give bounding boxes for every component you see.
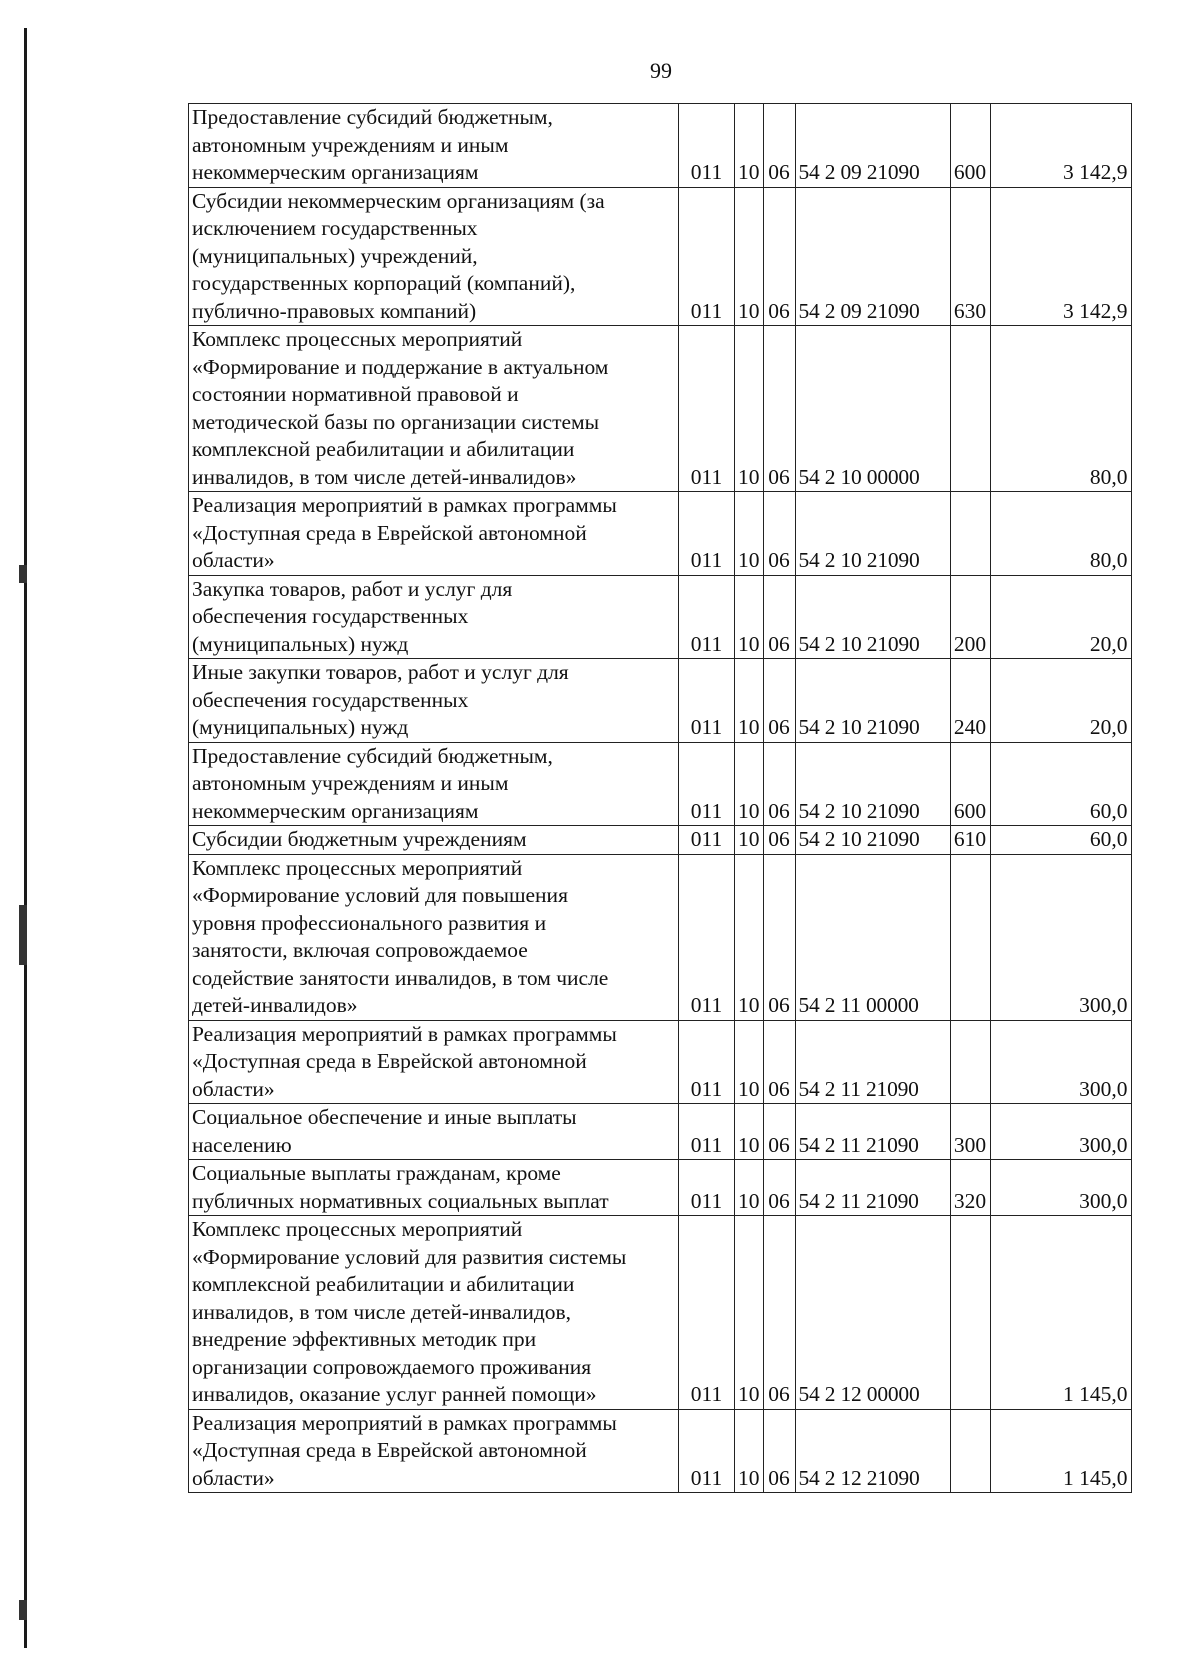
program-code: 54 2 12 00000	[795, 1216, 950, 1410]
amount-cell: 1 145,0	[990, 1216, 1131, 1410]
program-code: 54 2 09 21090	[795, 187, 950, 326]
table-row	[189, 326, 1132, 492]
ministry-code: 011	[679, 492, 735, 576]
description-line: инвалидов, оказание услуг ранней помощи»	[192, 1382, 597, 1406]
section-code: 10	[735, 326, 764, 492]
expense-type-code: 630	[950, 187, 990, 326]
ministry-code: 011	[679, 1104, 735, 1160]
subsection-code: 06	[763, 659, 795, 743]
ministry-code: 011	[679, 575, 735, 659]
description-line: Субсидии некоммерческим организациям (за	[192, 188, 605, 213]
row-description	[189, 187, 679, 326]
table-row	[189, 1409, 1132, 1493]
subsection-code: 06	[763, 187, 795, 326]
table-row	[189, 659, 1132, 743]
amount-cell: 20,0	[990, 575, 1131, 659]
description-line: инвалидов, в том числе детей-инвалидов,	[192, 1299, 572, 1324]
program-code: 54 2 10 21090	[795, 826, 950, 855]
description-line: инвалидов, в том числе детей-инвалидов»	[192, 464, 577, 489]
description-line: Реализация мероприятий в рамках программы	[192, 493, 617, 517]
table-row	[189, 492, 1132, 576]
description-line: государственных корпораций (компаний),	[192, 271, 576, 295]
scan-artifact	[19, 905, 27, 965]
ministry-code: 011	[679, 326, 735, 492]
description-line: Субсидии бюджетным учреждениям	[192, 827, 527, 851]
program-code: 54 2 10 00000	[795, 326, 950, 492]
row-description	[189, 742, 679, 826]
description-line: «Доступная среда в Еврейской автономной	[192, 1438, 587, 1462]
row-description	[189, 1409, 679, 1493]
scan-artifact	[19, 565, 27, 583]
scan-edge-line	[24, 28, 27, 1648]
description-line: состоянии нормативной правовой и	[192, 382, 519, 406]
amount-cell: 300,0	[990, 1160, 1131, 1216]
description-line: «Формирование и поддержание в актуальном	[192, 354, 609, 379]
ministry-code: 011	[679, 187, 735, 326]
expense-type-code	[950, 492, 990, 576]
section-code: 10	[735, 826, 764, 855]
description-line: автономным учреждениям и иным	[192, 132, 509, 157]
description-line: Комплекс процессных мероприятий	[192, 1217, 523, 1241]
description-line: обеспечения государственных	[192, 604, 469, 628]
ministry-code: 011	[679, 1020, 735, 1104]
description-line: публичных нормативных социальных выплат	[192, 1188, 609, 1213]
description-line: Комплекс процессных мероприятий	[192, 327, 523, 351]
description-line: уровня профессионального развития и	[192, 910, 547, 935]
table-row	[189, 826, 1132, 855]
table-row	[189, 1216, 1132, 1410]
description-line: Реализация мероприятий в рамках программы	[192, 1410, 617, 1435]
subsection-code: 06	[763, 1020, 795, 1104]
section-code: 10	[735, 104, 764, 188]
expense-type-code	[950, 1409, 990, 1493]
table-row	[189, 104, 1132, 188]
amount-cell: 60,0	[990, 742, 1131, 826]
expense-type-code: 320	[950, 1160, 990, 1216]
expense-type-code	[950, 1020, 990, 1104]
row-description	[189, 1216, 679, 1410]
program-code: 54 2 10 21090	[795, 742, 950, 826]
description-line: занятости, включая сопровождаемое	[192, 938, 528, 962]
expense-type-code: 610	[950, 826, 990, 855]
expense-type-code	[950, 1216, 990, 1410]
description-line: «Формирование условий для развития системы	[192, 1244, 627, 1269]
subsection-code: 06	[763, 1409, 795, 1493]
ministry-code: 011	[679, 659, 735, 743]
row-description	[189, 1104, 679, 1160]
description-line: «Доступная среда в Еврейской автономной	[192, 520, 587, 545]
description-line: обеспечения государственных	[192, 687, 469, 712]
program-code: 54 2 11 21090	[795, 1160, 950, 1216]
description-line: (муниципальных) нужд	[192, 715, 409, 739]
row-description	[189, 104, 679, 188]
description-line: содействие занятости инвалидов, в том числе	[192, 965, 609, 990]
description-line: некоммерческим организациям	[192, 160, 479, 184]
table-row	[189, 1020, 1132, 1104]
program-code: 54 2 10 21090	[795, 575, 950, 659]
description-line: комплексной реабилитации и абилитации	[192, 1272, 575, 1296]
ministry-code: 011	[679, 854, 735, 1020]
section-code: 10	[735, 659, 764, 743]
table-row	[189, 742, 1132, 826]
description-line: организации сопровождаемого проживания	[192, 1354, 592, 1379]
program-code: 54 2 12 21090	[795, 1409, 950, 1493]
description-line: детей-инвалидов»	[192, 993, 358, 1017]
section-code: 10	[735, 187, 764, 326]
section-code: 10	[735, 742, 764, 826]
program-code: 54 2 10 21090	[795, 492, 950, 576]
table-row	[189, 854, 1132, 1020]
amount-cell: 3 142,9	[990, 187, 1131, 326]
amount-cell: 300,0	[990, 1104, 1131, 1160]
section-code: 10	[735, 1216, 764, 1410]
description-line: «Формирование условий для повышения	[192, 883, 568, 907]
description-line: области»	[192, 548, 275, 572]
row-description	[189, 854, 679, 1020]
description-line: Социальное обеспечение и иные выплаты	[192, 1105, 577, 1129]
section-code: 10	[735, 575, 764, 659]
row-description	[189, 1020, 679, 1104]
description-line: некоммерческим организациям	[192, 798, 479, 823]
table-row	[189, 1104, 1132, 1160]
amount-cell: 60,0	[990, 826, 1131, 855]
description-line: Социальные выплаты гражданам, кроме	[192, 1161, 561, 1185]
amount-cell: 80,0	[990, 326, 1131, 492]
program-code: 54 2 11 00000	[795, 854, 950, 1020]
ministry-code: 011	[679, 742, 735, 826]
table-row	[189, 187, 1132, 326]
expense-type-code: 200	[950, 575, 990, 659]
amount-cell: 3 142,9	[990, 104, 1131, 188]
subsection-code: 06	[763, 742, 795, 826]
amount-cell: 300,0	[990, 854, 1131, 1020]
section-code: 10	[735, 1409, 764, 1493]
amount-cell: 300,0	[990, 1020, 1131, 1104]
section-code: 10	[735, 1020, 764, 1104]
description-line: области»	[192, 1076, 275, 1101]
row-description	[189, 575, 679, 659]
budget-table	[188, 103, 1132, 1493]
ministry-code: 011	[679, 104, 735, 188]
row-description	[189, 659, 679, 743]
ministry-code: 011	[679, 826, 735, 855]
row-description	[189, 826, 679, 855]
subsection-code: 06	[763, 104, 795, 188]
expense-type-code: 240	[950, 659, 990, 743]
section-code: 10	[735, 1160, 764, 1216]
expense-type-code: 600	[950, 104, 990, 188]
description-line: Иные закупки товаров, работ и услуг для	[192, 660, 569, 684]
description-line: комплексной реабилитации и абилитации	[192, 437, 575, 461]
subsection-code: 06	[763, 1160, 795, 1216]
subsection-code: 06	[763, 492, 795, 576]
row-description	[189, 492, 679, 576]
subsection-code: 06	[763, 575, 795, 659]
description-line: исключением государственных	[192, 216, 478, 240]
scan-artifact	[19, 1600, 27, 1620]
expense-type-code	[950, 326, 990, 492]
section-code: 10	[735, 492, 764, 576]
ministry-code: 011	[679, 1160, 735, 1216]
section-code: 10	[735, 854, 764, 1020]
program-code: 54 2 10 21090	[795, 659, 950, 743]
description-line: внедрение эффективных методик при	[192, 1327, 537, 1351]
description-line: Комплекс процессных мероприятий	[192, 855, 523, 880]
description-line: населению	[192, 1132, 292, 1157]
amount-cell: 20,0	[990, 659, 1131, 743]
description-line: (муниципальных) нужд	[192, 631, 409, 656]
amount-cell: 1 145,0	[990, 1409, 1131, 1493]
description-line: методической базы по организации системы	[192, 409, 600, 434]
description-line: области»	[192, 1465, 275, 1490]
ministry-code: 011	[679, 1216, 735, 1410]
subsection-code: 06	[763, 854, 795, 1020]
subsection-code: 06	[763, 326, 795, 492]
subsection-code: 06	[763, 1104, 795, 1160]
description-line: Закупка товаров, работ и услуг для	[192, 576, 513, 601]
amount-cell: 80,0	[990, 492, 1131, 576]
expense-type-code	[950, 854, 990, 1020]
description-line: «Доступная среда в Еврейской автономной	[192, 1049, 587, 1073]
subsection-code: 06	[763, 1216, 795, 1410]
page-number: 99	[650, 58, 672, 83]
description-line: Предоставление субсидий бюджетным,	[192, 105, 553, 129]
ministry-code: 011	[679, 1409, 735, 1493]
table-row	[189, 575, 1132, 659]
section-code: 10	[735, 1104, 764, 1160]
expense-type-code: 600	[950, 742, 990, 826]
description-line: (муниципальных) учреждений,	[192, 243, 478, 268]
description-line: публично-правовых компаний)	[192, 298, 477, 323]
description-line: автономным учреждениям и иным	[192, 771, 509, 795]
row-description	[189, 326, 679, 492]
program-code: 54 2 11 21090	[795, 1020, 950, 1104]
subsection-code: 06	[763, 826, 795, 855]
expense-type-code: 300	[950, 1104, 990, 1160]
description-line: Предоставление субсидий бюджетным,	[192, 743, 553, 768]
description-line: Реализация мероприятий в рамках программы	[192, 1021, 617, 1046]
table-row	[189, 1160, 1132, 1216]
row-description	[189, 1160, 679, 1216]
program-code: 54 2 11 21090	[795, 1104, 950, 1160]
program-code: 54 2 09 21090	[795, 104, 950, 188]
